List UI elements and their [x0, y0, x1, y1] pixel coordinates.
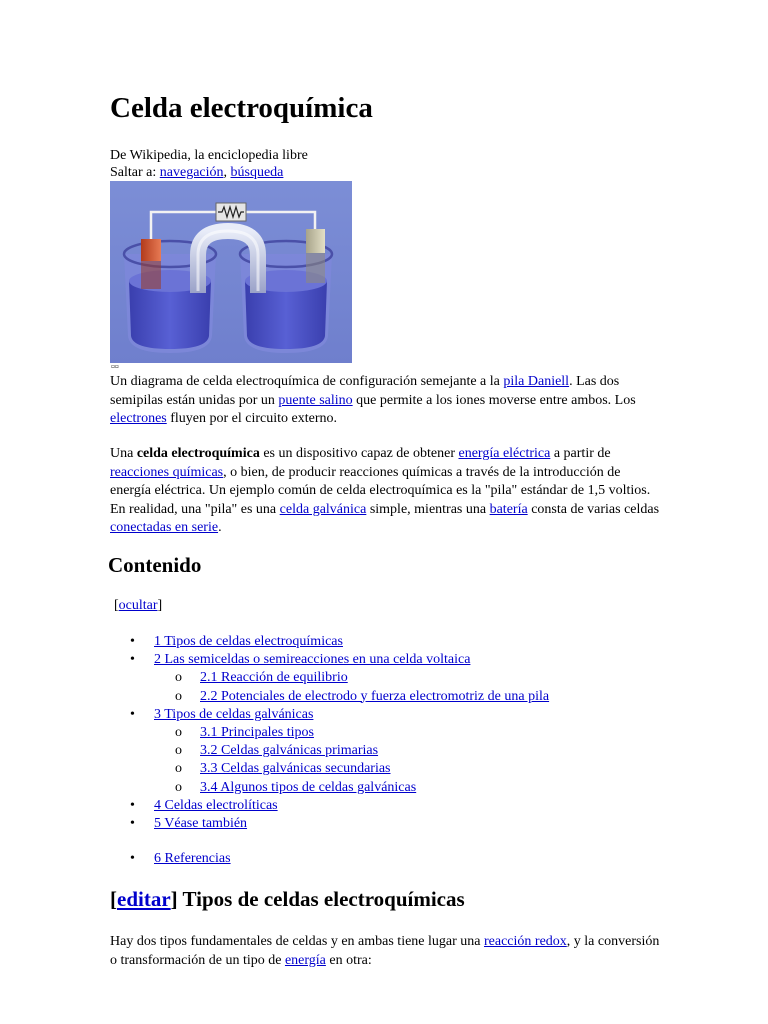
toc-item [110, 797, 660, 815]
toc-subitem [110, 669, 660, 687]
conectadas-en-serie-link[interactable]: conectadas en serie [110, 520, 219, 535]
intro-text: Una [110, 446, 137, 461]
section-paragraph [110, 933, 660, 970]
toc-link[interactable]: 3.4 Algunos tipos de celdas galvánicas [200, 779, 417, 795]
toc-subitem [110, 688, 660, 706]
caption-text: fluyen por el circuito externo. [166, 411, 338, 426]
edit-bracket-open: [ [110, 887, 117, 911]
section-heading [110, 887, 465, 912]
jump-search-link[interactable]: búsqueda [230, 165, 284, 180]
toc-link[interactable]: 5 Véase también [154, 816, 248, 832]
section-text: , y la conversión o transformación de un tipo de [110, 934, 660, 968]
energia-link[interactable]: energía [284, 952, 326, 968]
intro-text: , o bien, de producir reacciones químicas a través de la introducción de energía eléctrica. Un ejemplo común de celda electroquímica es la "pila" estándar de 1,5 voltios. En realidad, una "pila" es una [110, 464, 651, 517]
puente-salino-link[interactable]: puente salino [278, 392, 353, 408]
page-title: Celda electroquímica [110, 92, 373, 124]
intro-term: celda electroquímica [136, 446, 260, 461]
site-subtitle: De Wikipedia, la enciclopedia libre [110, 148, 308, 163]
intro-text: . [218, 520, 222, 535]
caption-text: Un diagrama de celda electroquímica de configuración semejante a la [110, 374, 504, 389]
jump-navigation-link[interactable]: navegación [159, 165, 224, 180]
toc-subitem [110, 760, 660, 778]
celda-galvanica-link[interactable]: celda galvánica [279, 501, 367, 517]
caption-text: que permite a los iones moverse entre ambos. Los [352, 392, 636, 408]
toc-link[interactable]: 3.3 Celdas galvánicas secundarias [200, 761, 391, 777]
toc-item [110, 850, 660, 868]
toc-item [110, 815, 660, 833]
toc-link[interactable]: 6 Referencias [154, 851, 231, 867]
toc-item [110, 651, 660, 669]
toc-link[interactable]: 2.2 Potenciales de electrodo y fuerza electromotriz de una pila [200, 688, 550, 704]
section-text: Hay dos tipos fundamentales de celdas y en ambas tiene lugar una [110, 934, 484, 949]
energia-electrica-link[interactable]: energía eléctrica [458, 446, 551, 461]
bateria-link[interactable]: batería [489, 501, 528, 517]
toc-subitem [110, 724, 660, 742]
toc-subitem [110, 779, 660, 797]
toc-item [110, 633, 660, 651]
intro-text: consta de varias celdas [527, 501, 660, 517]
toc-item [110, 706, 660, 724]
edit-section-link[interactable]: editar [117, 887, 171, 911]
table-of-contents [110, 633, 660, 868]
reacciones-quimicas-link[interactable]: reacciones químicas [110, 464, 224, 480]
toc-subitem [110, 742, 660, 760]
intro-text: simple, mientras una [366, 501, 490, 517]
toc-title: Contenido [108, 553, 202, 577]
jump-links [110, 164, 283, 181]
toc-hide-link[interactable]: ocultar [118, 598, 158, 613]
jump-prefix: Saltar a: [110, 165, 160, 180]
intro-text: a partir de [550, 446, 611, 461]
toc-link[interactable]: 4 Celdas electrolíticas [154, 797, 278, 813]
toc-link[interactable]: 2.1 Reacción de equilibrio [200, 670, 348, 686]
section-text: en otra: [325, 952, 372, 968]
jump-separator: , [223, 165, 231, 180]
magnify-clip-icon[interactable]: ▫▫ [111, 361, 119, 373]
toc-link[interactable]: 3 Tipos de celdas galvánicas [154, 706, 314, 722]
edit-bracket-close: ] [170, 887, 178, 911]
electrochemical-cell-diagram[interactable] [110, 181, 352, 363]
toc-toggle-close: ] [157, 598, 163, 613]
intro-paragraph [110, 445, 660, 538]
caption-text: . Las dos semipilas están unidas por un [110, 374, 620, 408]
pila-daniell-link[interactable]: pila Daniell [503, 374, 570, 389]
toc-toggle-open: [ [114, 598, 119, 613]
reaccion-redox-link[interactable]: reacción redox [484, 934, 567, 949]
toc-link[interactable]: 2 Las semiceldas o semireacciones en una celda voltaica [154, 652, 471, 668]
toc-link[interactable]: 3.1 Principales tipos [200, 725, 314, 741]
image-caption [110, 373, 660, 429]
intro-text: es un dispositivo capaz de obtener [259, 446, 459, 461]
section-title: Tipos de celdas electroquímicas [177, 887, 465, 911]
toc-link[interactable]: 1 Tipos de celdas electroquímicas [154, 634, 343, 649]
toc-toggle [114, 598, 162, 614]
electrones-link[interactable]: electrones [110, 411, 167, 426]
toc-link[interactable]: 3.2 Celdas galvánicas primarias [200, 743, 379, 759]
